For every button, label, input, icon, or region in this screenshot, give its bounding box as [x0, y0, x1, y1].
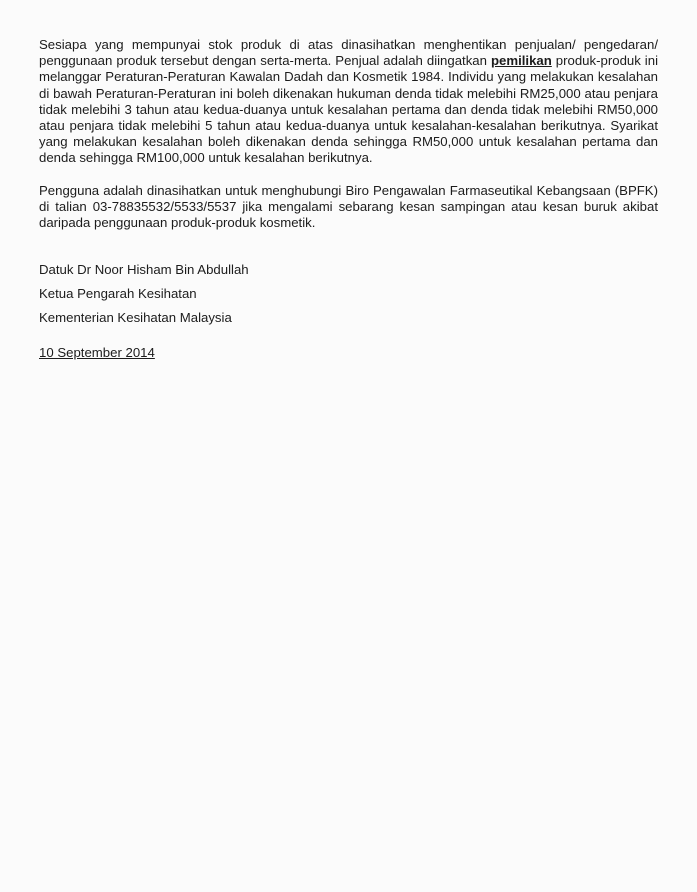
document-body [39, 37, 658, 369]
signatory-name: Datuk Dr Noor Hisham Bin Abdullah [39, 262, 249, 278]
signatory-title: Ketua Pengarah Kesihatan [39, 286, 197, 302]
advisory-paragraph [39, 37, 658, 167]
advisory-text-end: produk-produk ini melanggar Peraturan-Peraturan Kawalan Dadah dan Kosmetik 1984. Individu yang melakukan kesalahan di bawah Peraturan-Peraturan ini boleh dikenakan hukuman denda tidak melebihi RM25,000 atau penjara tidak melebihi 3 tahun atau kedua-duanya untuk kesalahan pertama dan denda tidak melebihi RM50,000 atau penjara tidak melebihi 5 tahun atau kedua-duanya untuk kesalahan-kesalahan berikutnya. Syarikat yang melakukan kesalahan boleh dikenakan denda sehingga RM50,000 untuk kesalahan pertama dan denda sehingga RM100,000 untuk kesalahan berikutnya. [39, 53, 659, 166]
contact-paragraph: Pengguna adalah dinasihatkan untuk menghubungi Biro Pengawalan Farmaseutikal Kebangsaan (BPFK) di talian 03-78835532/5533/5537 jika mengalami sebarang kesan sampingan atau kesan buruk akibat daripada penggunaan produk-produk kosmetik. [39, 182, 658, 231]
advisory-text-start: Sesiapa yang mempunyai stok produk di atas dinasihatkan menghentikan penjualan/ pengedaran/ penggunaan produk tersebut dengan serta-merta. Penjual adalah diingatkan [39, 37, 658, 69]
signature-block [39, 262, 658, 361]
document-date: 10 September 2014 [39, 345, 155, 361]
signatory-organization: Kementerian Kesihatan Malaysia [39, 310, 232, 326]
emphasized-word: pemilikan [490, 53, 552, 69]
